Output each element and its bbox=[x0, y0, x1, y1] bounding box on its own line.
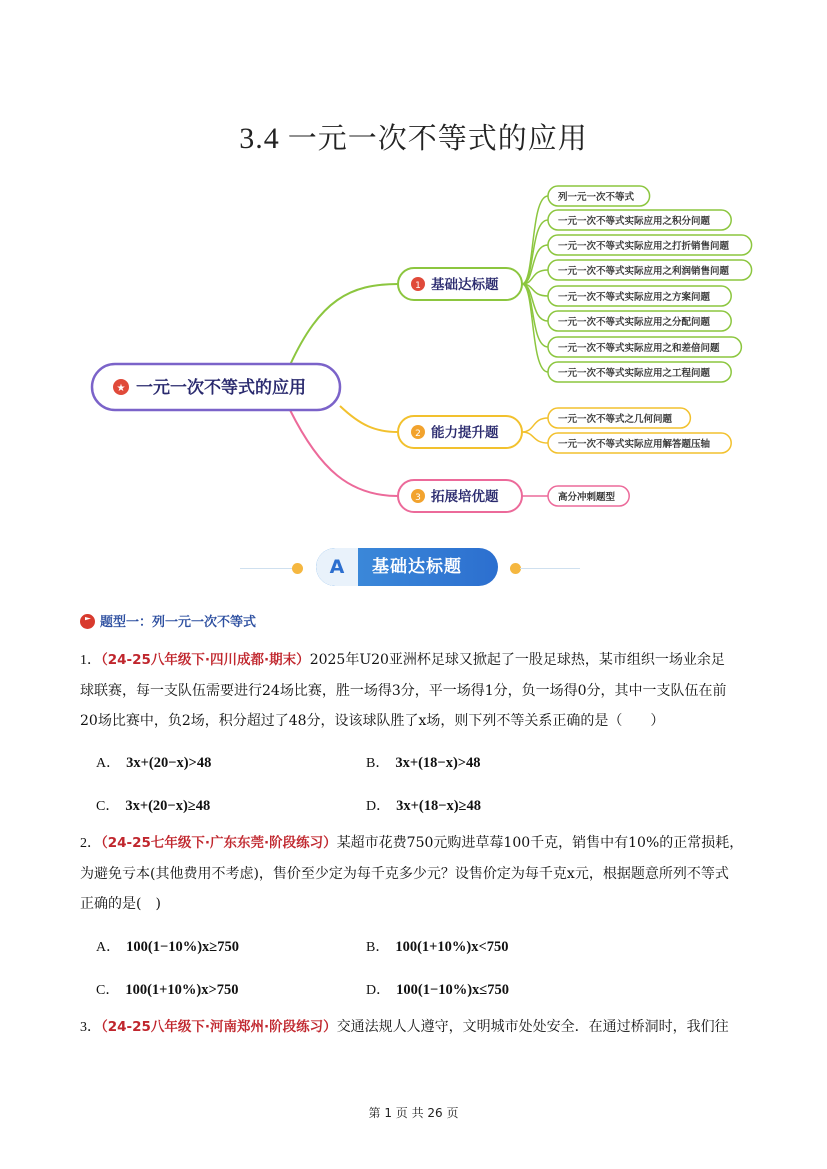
question-source: （24-25八年级下·河南郑州·阶段练习） bbox=[101, 1019, 337, 1035]
question-3: 3．（24-25八年级下·河南郑州·阶段练习）交通法规人人遵守，文明城市处处安全．在通过桥洞时，我们往 bbox=[80, 1019, 729, 1035]
title-text: 一元一次不等式的应用 bbox=[287, 121, 588, 155]
leaf-label: 一元一次不等式实际应用之和差倍问题 bbox=[558, 343, 720, 354]
svg-text:能力提升题: 能力提升题 bbox=[431, 425, 499, 441]
question-2: 2．（24-25七年级下·广东东莞·阶段练习）某超市花费750元购进草莓100千克，销售中有10%的正常损耗， 为避免亏本(其他费用不考虑)，售价至少定为每千克多少元？设售价定为每千克x元，根据题意所列不等式 正确的是( ) bbox=[80, 835, 744, 912]
leaf-label: 一元一次不等式实际应用之方案问题 bbox=[558, 292, 711, 303]
branch-node-3 bbox=[398, 480, 522, 512]
section-pill bbox=[316, 548, 498, 586]
branch-node-2 bbox=[398, 416, 522, 448]
option-2c[interactable]: C． 100(1+10%)x>750 bbox=[96, 982, 239, 998]
question-source: （24-25八年级下·四川成都·期末） bbox=[101, 652, 310, 668]
leaf-label: 一元一次不等式实际应用之工程问题 bbox=[558, 368, 711, 379]
svg-text:★: ★ bbox=[116, 383, 126, 394]
svg-text:拓展培优题: 拓展培优题 bbox=[431, 489, 499, 505]
section-header bbox=[240, 546, 580, 590]
leaf-label: 高分冲刺题型 bbox=[558, 492, 616, 503]
leaf-nodes bbox=[548, 186, 752, 506]
leaf-label: 一元一次不等式实际应用之积分问题 bbox=[558, 216, 711, 227]
connector-root-3 bbox=[290, 410, 398, 496]
option-1a[interactable]: A． 3x+(20−x)>48 bbox=[96, 755, 212, 771]
mind-map bbox=[0, 170, 827, 530]
option-2a[interactable]: A． 100(1−10%)x≥750 bbox=[96, 939, 240, 955]
flag-icon bbox=[80, 614, 95, 629]
page-title bbox=[0, 116, 827, 157]
section-label: 基础达标题 bbox=[372, 557, 462, 577]
leaf-label: 一元一次不等式实际应用之分配问题 bbox=[558, 317, 711, 328]
connector-root-2 bbox=[340, 406, 398, 432]
question-source: （24-25七年级下·广东东莞·阶段练习） bbox=[101, 835, 337, 851]
option-2d[interactable]: D． 100(1−10%)x≤750 bbox=[366, 982, 510, 998]
option-1c[interactable]: C． 3x+(20−x)≥48 bbox=[96, 798, 211, 814]
leaf-connectors-2 bbox=[522, 418, 548, 443]
page-footer: 第 1 页 共 26 页 bbox=[368, 1106, 459, 1120]
leaf-connectors-1 bbox=[522, 196, 548, 372]
section-letter: A bbox=[316, 548, 358, 586]
root-label: 一元一次不等式的应用 bbox=[136, 378, 306, 398]
leaf-label: 列一元一次不等式 bbox=[558, 192, 635, 203]
type-heading: 题型一：列一元一次不等式 bbox=[80, 611, 256, 630]
leaf-label: 一元一次不等式实际应用之打折销售问题 bbox=[558, 241, 730, 252]
leaf-label: 一元一次不等式之几何问题 bbox=[558, 414, 673, 425]
branch-node-1 bbox=[398, 268, 522, 300]
svg-text:2: 2 bbox=[415, 429, 421, 439]
option-1d[interactable]: D． 3x+(18−x)≥48 bbox=[366, 798, 482, 814]
connector-root-1 bbox=[290, 284, 398, 365]
svg-text:3: 3 bbox=[415, 493, 421, 503]
option-1b[interactable]: B． 3x+(18−x)>48 bbox=[366, 755, 481, 771]
option-2b[interactable]: B． 100(1+10%)x<750 bbox=[366, 939, 509, 955]
svg-text:基础达标题: 基础达标题 bbox=[431, 277, 499, 293]
question-1: 1．（24-25八年级下·四川成都·期末）2025年U20亚洲杯足球又掀起了一股足球热，某市组织一场业余足 球联赛，每一支队伍需要进行24场比赛，胜一场得3分，平一场得1分，负一场得0分，其中一支队伍在前 20场比赛中，负2场，积分超过了48分，设该球队胜了x场，则下列不等关系正确的是（ ） bbox=[80, 652, 727, 729]
section-number: 3.4 bbox=[239, 122, 280, 155]
svg-text:1: 1 bbox=[415, 281, 421, 291]
leaf-label: 一元一次不等式实际应用解答题压轴 bbox=[558, 439, 711, 450]
leaf-label: 一元一次不等式实际应用之利润销售问题 bbox=[558, 266, 730, 277]
